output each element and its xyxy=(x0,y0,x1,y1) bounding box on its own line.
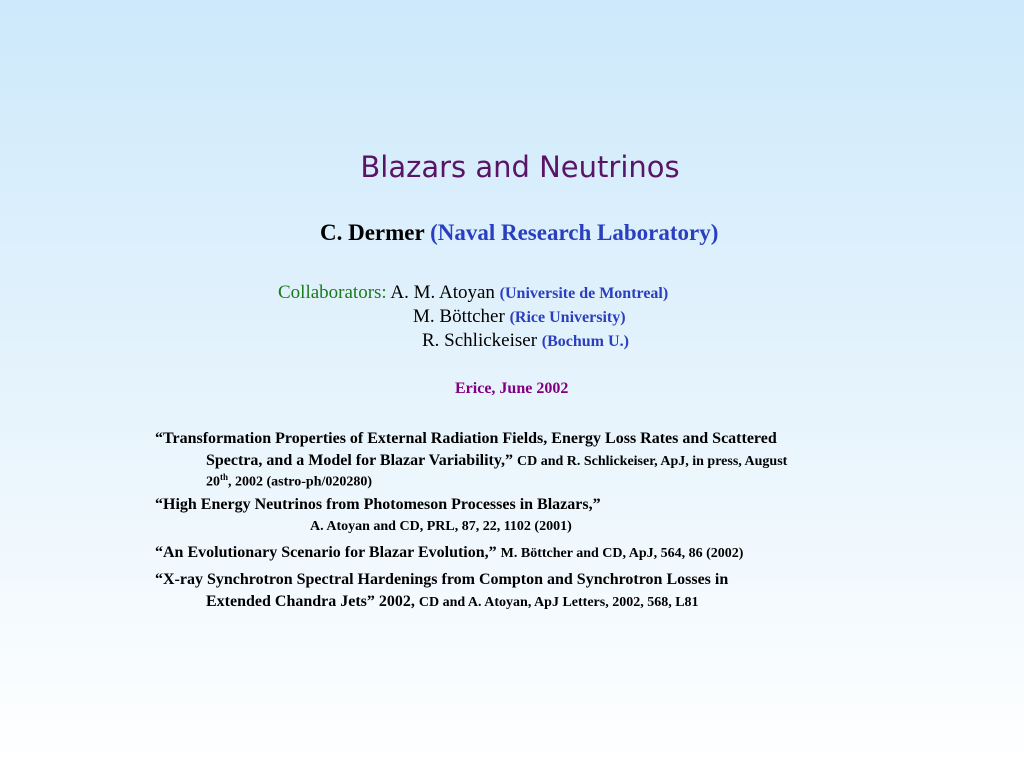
collaborators-label: Collaborators: xyxy=(278,282,387,303)
reference-title: “An Evolutionary Scenario for Blazar Evolution,” xyxy=(155,544,497,561)
reference-citation: 20 xyxy=(206,474,220,490)
reference-4-line-1: “X-ray Synchrotron Spectral Hardenings from Compton and Synchrotron Losses in xyxy=(155,571,729,588)
reference-1-line-1: “Transformation Properties of External Radiation Fields, Energy Loss Rates and Scattered xyxy=(155,430,777,447)
collaborator-affiliation: (Bochum U.) xyxy=(541,333,629,350)
reference-citation: M. Böttcher and CD, ApJ, 564, 86 (2002) xyxy=(500,546,744,561)
reference-superscript: th xyxy=(220,472,229,482)
collaborator-affiliation: (Rice University) xyxy=(509,309,626,326)
collaborator-row-1 xyxy=(278,282,668,304)
reference-title: Spectra, and a Model for Blazar Variability,” xyxy=(206,452,513,469)
reference-title: Extended Chandra Jets” 2002, xyxy=(206,593,415,610)
reference-citation: CD and R. Schlickeiser, ApJ, in press, August xyxy=(516,454,788,469)
reference-1-line-3 xyxy=(206,472,372,491)
author-name: C. Dermer xyxy=(320,220,425,245)
reference-2-line-2: A. Atoyan and CD, PRL, 87, 22, 1102 (2001) xyxy=(310,519,572,534)
reference-citation: CD and A. Atoyan, ApJ Letters, 2002, 568, L81 xyxy=(418,595,699,610)
collaborator-name: A. M. Atoyan xyxy=(390,282,495,303)
author-line xyxy=(320,220,718,246)
collaborator-name: M. Böttcher xyxy=(413,306,505,327)
reference-citation: , 2002 (astro-ph/020280) xyxy=(228,474,373,490)
reference-2-line-1: “High Energy Neutrinos from Photomeson Processes in Blazars,” xyxy=(155,496,601,513)
collaborator-row-3 xyxy=(422,330,629,352)
collaborator-row-2 xyxy=(413,306,626,328)
author-affiliation: (Naval Research Laboratory) xyxy=(430,220,719,245)
place-date: Erice, June 2002 xyxy=(455,380,569,397)
reference-4-line-2 xyxy=(206,593,699,611)
slide-title: Blazars and Neutrinos xyxy=(360,150,680,184)
collaborator-affiliation: (Universite de Montreal) xyxy=(499,285,669,302)
collaborator-name: R. Schlickeiser xyxy=(422,330,538,351)
reference-3-line-1 xyxy=(155,544,743,562)
reference-1-line-2 xyxy=(206,452,787,470)
